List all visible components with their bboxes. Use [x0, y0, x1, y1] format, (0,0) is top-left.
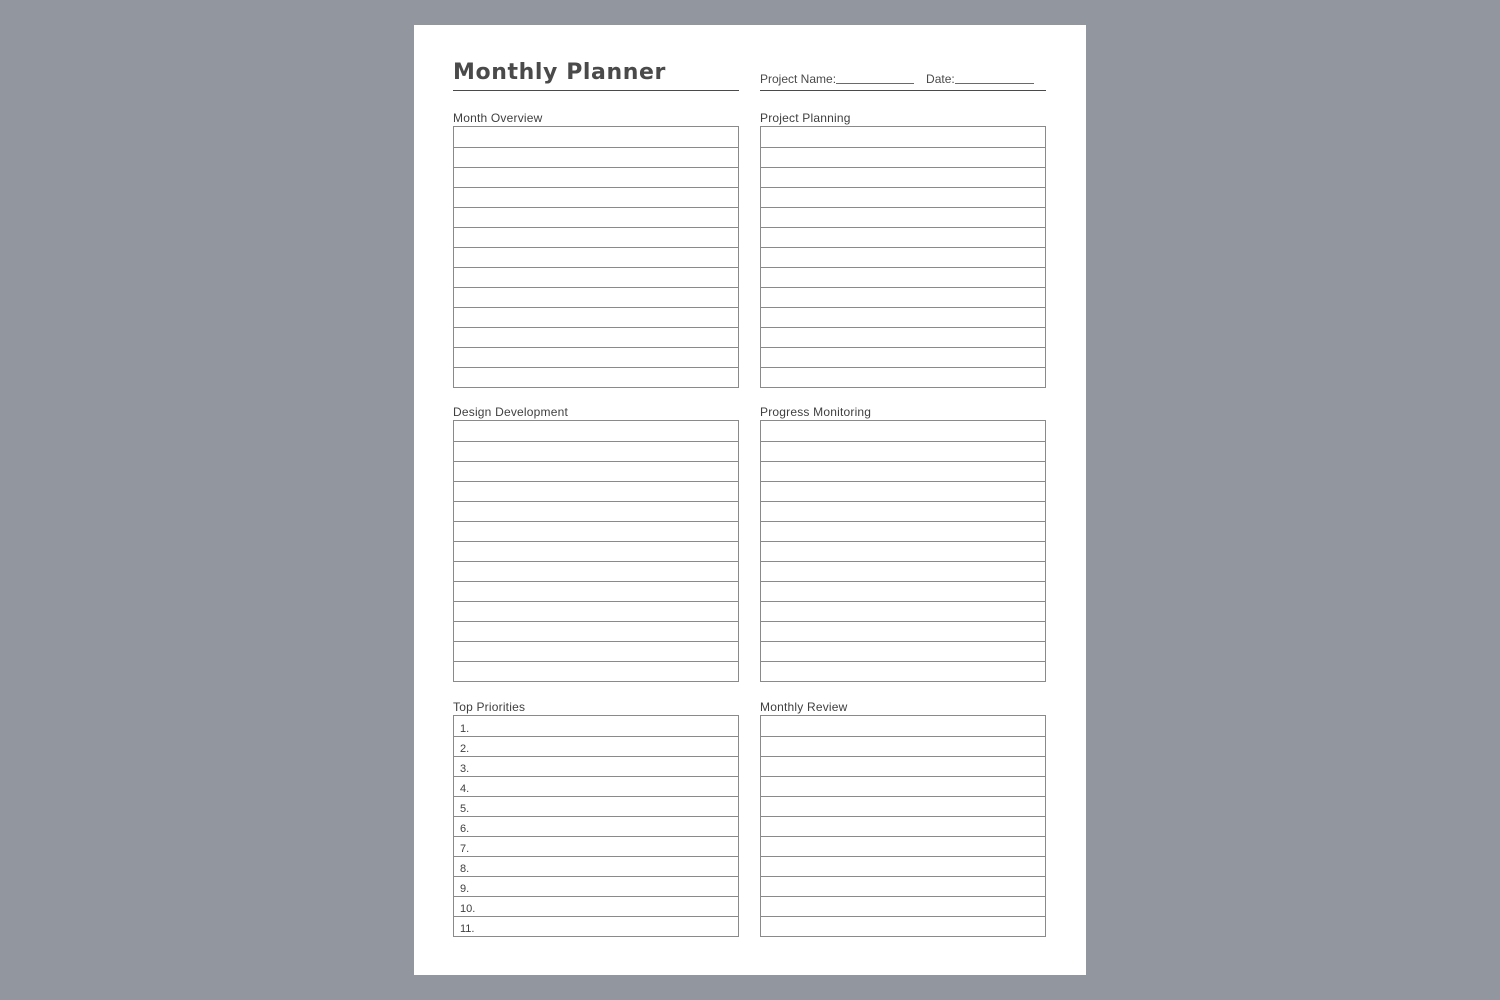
grid-row[interactable]	[761, 367, 1045, 387]
grid-row[interactable]	[761, 581, 1045, 601]
grid-row[interactable]	[761, 776, 1045, 796]
grid-row[interactable]	[761, 876, 1045, 896]
grid-row[interactable]	[454, 127, 738, 147]
priority-number: 9.	[460, 883, 470, 895]
priority-number: 3.	[460, 763, 470, 775]
project-name-label: Project Name:	[760, 72, 837, 86]
project-planning-section	[760, 111, 1046, 388]
priority-row[interactable]	[454, 876, 738, 896]
priority-number: 8.	[460, 863, 470, 875]
priority-row[interactable]	[454, 836, 738, 856]
grid-row[interactable]	[454, 187, 738, 207]
grid-row[interactable]	[761, 521, 1045, 541]
grid-row[interactable]	[761, 561, 1045, 581]
progress-monitoring-section	[760, 405, 1046, 682]
planner-page	[414, 25, 1086, 975]
top-priorities-title: Top Priorities	[453, 700, 526, 714]
grid-row[interactable]	[761, 856, 1045, 876]
grid-row[interactable]	[454, 307, 738, 327]
grid-row[interactable]	[454, 347, 738, 367]
grid-row[interactable]	[761, 501, 1045, 521]
grid-row[interactable]	[761, 227, 1045, 247]
grid-row[interactable]	[761, 247, 1045, 267]
project-planning-grid	[760, 126, 1046, 388]
monthly-review-section	[760, 700, 1046, 937]
design-development-grid	[453, 420, 739, 682]
grid-row[interactable]	[454, 481, 738, 501]
month-overview-title: Month Overview	[453, 111, 543, 125]
project-planning-title: Project Planning	[760, 111, 851, 125]
design-development-title: Design Development	[453, 405, 568, 419]
project-name-field[interactable]	[836, 83, 914, 84]
grid-row[interactable]	[454, 521, 738, 541]
grid-row[interactable]	[761, 421, 1045, 441]
grid-row[interactable]	[761, 441, 1045, 461]
grid-row[interactable]	[761, 716, 1045, 736]
grid-row[interactable]	[761, 816, 1045, 836]
page-title: Monthly Planner	[453, 60, 739, 91]
grid-row[interactable]	[761, 601, 1045, 621]
priority-row[interactable]	[454, 776, 738, 796]
grid-row[interactable]	[454, 581, 738, 601]
grid-row[interactable]	[761, 307, 1045, 327]
grid-row[interactable]	[761, 127, 1045, 147]
progress-monitoring-grid	[760, 420, 1046, 682]
top-priorities-section	[453, 700, 739, 937]
grid-row[interactable]	[454, 661, 738, 681]
design-development-section	[453, 405, 739, 682]
grid-row[interactable]	[454, 461, 738, 481]
grid-row[interactable]	[761, 916, 1045, 936]
priority-number: 11.	[460, 923, 475, 935]
grid-row[interactable]	[761, 461, 1045, 481]
grid-row[interactable]	[761, 621, 1045, 641]
priority-row[interactable]	[454, 736, 738, 756]
grid-row[interactable]	[761, 736, 1045, 756]
priority-row[interactable]	[454, 716, 738, 736]
monthly-review-title: Monthly Review	[760, 700, 848, 714]
grid-row[interactable]	[454, 227, 738, 247]
grid-row[interactable]	[761, 836, 1045, 856]
grid-row[interactable]	[761, 327, 1045, 347]
progress-monitoring-title: Progress Monitoring	[760, 405, 872, 419]
priority-number: 7.	[460, 843, 470, 855]
date-field[interactable]	[955, 83, 1034, 84]
grid-row[interactable]	[454, 207, 738, 227]
grid-row[interactable]	[761, 287, 1045, 307]
monthly-review-grid	[760, 715, 1046, 937]
grid-row[interactable]	[761, 641, 1045, 661]
grid-row[interactable]	[761, 207, 1045, 227]
grid-row[interactable]	[454, 367, 738, 387]
grid-row[interactable]	[454, 541, 738, 561]
priority-number: 4.	[460, 783, 470, 795]
priority-row[interactable]	[454, 916, 738, 936]
grid-row[interactable]	[761, 187, 1045, 207]
priority-number: 10.	[460, 903, 476, 915]
grid-row[interactable]	[454, 601, 738, 621]
grid-row[interactable]	[761, 796, 1045, 816]
priority-number: 2.	[460, 743, 470, 755]
grid-row[interactable]	[454, 327, 738, 347]
grid-row[interactable]	[454, 267, 738, 287]
grid-row[interactable]	[761, 347, 1045, 367]
top-priorities-grid	[453, 715, 739, 937]
priority-row[interactable]	[454, 856, 738, 876]
grid-row[interactable]	[454, 621, 738, 641]
priority-number: 5.	[460, 803, 470, 815]
priority-row[interactable]	[454, 756, 738, 776]
priority-row[interactable]	[454, 896, 738, 916]
grid-row[interactable]	[454, 641, 738, 661]
grid-row[interactable]	[454, 287, 738, 307]
grid-row[interactable]	[454, 167, 738, 187]
grid-row[interactable]	[761, 661, 1045, 681]
project-meta	[760, 60, 1046, 91]
grid-row[interactable]	[454, 421, 738, 441]
priority-number: 1.	[460, 723, 470, 735]
grid-row[interactable]	[761, 896, 1045, 916]
priority-row[interactable]	[454, 796, 738, 816]
priority-number: 6.	[460, 823, 470, 835]
grid-row[interactable]	[761, 481, 1045, 501]
grid-row[interactable]	[761, 167, 1045, 187]
grid-row[interactable]	[761, 541, 1045, 561]
priority-row[interactable]	[454, 816, 738, 836]
grid-row[interactable]	[454, 441, 738, 461]
month-overview-grid	[453, 126, 739, 388]
grid-row[interactable]	[454, 247, 738, 267]
grid-row[interactable]	[454, 147, 738, 167]
grid-row[interactable]	[454, 501, 738, 521]
month-overview-section	[453, 111, 739, 388]
grid-row[interactable]	[761, 756, 1045, 776]
grid-row[interactable]	[761, 267, 1045, 287]
grid-row[interactable]	[454, 561, 738, 581]
date-label: Date:	[926, 72, 955, 86]
grid-row[interactable]	[761, 147, 1045, 167]
